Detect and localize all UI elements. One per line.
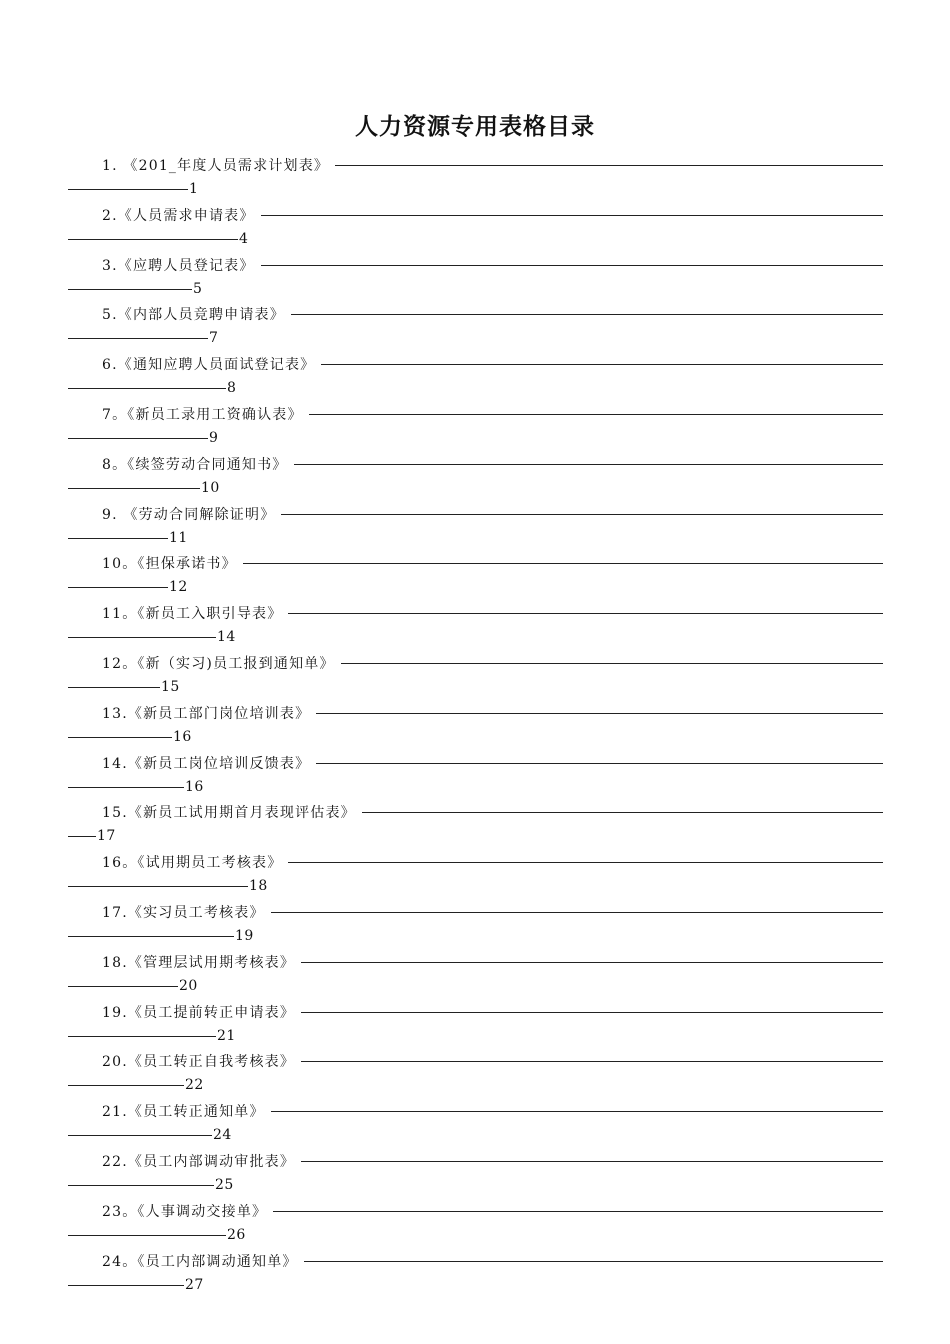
toc-entry[interactable] — [68, 997, 883, 1047]
toc-entry[interactable] — [68, 648, 883, 698]
dot-leader — [68, 1036, 216, 1037]
toc-entry-title: 3.《应聘人员登记表》 — [102, 257, 255, 274]
toc-entry[interactable] — [68, 399, 883, 449]
dot-leader — [68, 787, 184, 788]
toc-entry[interactable] — [68, 150, 883, 200]
dot-leader — [301, 1012, 883, 1013]
dot-leader — [301, 1061, 883, 1062]
toc-entry-title: 8。《续签劳动合同通知书》 — [102, 456, 288, 473]
toc-entry-page-number: 24 — [213, 1127, 232, 1144]
toc-entry-title: 6.《通知应聘人员面试登记表》 — [102, 357, 316, 374]
dot-leader — [271, 1111, 883, 1112]
toc-entry[interactable] — [68, 947, 883, 997]
toc-entry[interactable] — [68, 698, 883, 748]
dot-leader — [68, 239, 238, 240]
dot-leader — [68, 488, 200, 489]
toc-entry-page-number: 26 — [227, 1226, 246, 1243]
dot-leader — [68, 1285, 184, 1286]
dot-leader — [68, 886, 248, 887]
toc-entry-page-number: 20 — [179, 977, 198, 994]
dot-leader — [68, 687, 160, 688]
toc-entry-page-number: 17 — [97, 828, 116, 845]
toc-entry-title: 11。《新员工入职引导表》 — [102, 606, 283, 623]
toc-entry[interactable] — [68, 748, 883, 798]
toc-entry-page-number: 10 — [201, 479, 220, 496]
toc-entry[interactable] — [68, 847, 883, 897]
toc-entry-title: 18.《管理层试用期考核表》 — [102, 954, 296, 971]
toc-entry-page-number: 9 — [209, 429, 219, 446]
dot-leader — [273, 1211, 883, 1212]
toc-entry[interactable] — [68, 1146, 883, 1196]
dot-leader — [68, 1185, 214, 1186]
dot-leader — [281, 514, 883, 515]
toc-entry-page-number: 19 — [235, 927, 254, 944]
toc-entry-page-number: 15 — [161, 678, 180, 695]
dot-leader — [68, 836, 96, 837]
toc-entry[interactable] — [68, 548, 883, 598]
toc-entry-page-number: 1 — [189, 181, 199, 197]
toc-entry-page-number: 14 — [217, 629, 236, 646]
toc-entry-page-number: 5 — [193, 280, 203, 297]
toc-entry-page-number: 27 — [185, 1276, 204, 1293]
dot-leader — [288, 862, 883, 863]
toc-entry[interactable] — [68, 598, 883, 648]
toc-entry-title: 15.《新员工试用期首月表现评估表》 — [102, 805, 356, 822]
dot-leader — [68, 986, 178, 987]
dot-leader — [321, 364, 883, 365]
dot-leader — [68, 538, 168, 539]
toc-entry-title: 19.《员工提前转正申请表》 — [102, 1004, 296, 1021]
toc-entry-page-number: 22 — [185, 1077, 204, 1094]
toc-entry[interactable] — [68, 797, 883, 847]
dot-leader — [68, 1235, 226, 1236]
dot-leader — [243, 563, 883, 564]
dot-leader — [68, 438, 208, 439]
dot-leader — [68, 936, 234, 937]
dot-leader — [68, 1085, 184, 1086]
toc-entry-title: 14.《新员工岗位培训反馈表》 — [102, 755, 311, 772]
dot-leader — [68, 1135, 212, 1136]
toc-entry-title: 1. 《201_年度人员需求计划表》 — [102, 158, 330, 174]
dot-leader — [316, 763, 883, 764]
dot-leader — [362, 812, 883, 813]
toc-entry[interactable] — [68, 250, 883, 300]
dot-leader — [301, 962, 883, 963]
toc-entry-title: 12。《新（实习)员工报到通知单》 — [102, 655, 335, 672]
dot-leader — [68, 189, 188, 190]
toc-entry-title: 7。《新员工录用工资确认表》 — [102, 406, 303, 423]
toc-entry-title: 21.《员工转正通知单》 — [102, 1104, 265, 1121]
toc-entry-title: 22.《员工内部调动审批表》 — [102, 1153, 296, 1170]
toc-entry[interactable] — [68, 1196, 883, 1246]
dot-leader — [68, 637, 216, 638]
toc-entry-page-number: 11 — [169, 529, 188, 546]
toc-entry[interactable] — [68, 499, 883, 549]
toc-entry[interactable] — [68, 200, 883, 250]
dot-leader — [68, 338, 208, 339]
page-title: 人力资源专用表格目录 — [355, 114, 595, 140]
dot-leader — [291, 314, 883, 315]
toc-entry[interactable] — [68, 1096, 883, 1146]
toc-entry-page-number: 8 — [227, 380, 237, 397]
toc-entry-title: 9. 《劳动合同解除证明》 — [102, 506, 276, 523]
dot-leader — [68, 587, 168, 588]
toc-entry-title: 23。《人事调动交接单》 — [102, 1203, 268, 1220]
table-of-contents — [68, 150, 883, 1295]
toc-entry-title: 20.《员工转正自我考核表》 — [102, 1054, 296, 1071]
toc-entry[interactable] — [68, 449, 883, 499]
toc-entry-page-number: 4 — [239, 230, 249, 247]
toc-entry[interactable] — [68, 1246, 883, 1296]
toc-entry-title: 17.《实习员工考核表》 — [102, 904, 265, 921]
dot-leader — [309, 414, 883, 415]
dot-leader — [294, 464, 883, 465]
dot-leader — [68, 388, 226, 389]
dot-leader — [341, 663, 883, 664]
toc-entry[interactable] — [68, 349, 883, 399]
dot-leader — [304, 1261, 883, 1262]
dot-leader — [261, 215, 883, 216]
dot-leader — [261, 265, 883, 266]
dot-leader — [301, 1161, 883, 1162]
toc-entry-title: 5.《内部人员竞聘申请表》 — [102, 307, 285, 324]
dot-leader — [68, 737, 172, 738]
toc-entry-title: 24。《员工内部调动通知单》 — [102, 1253, 298, 1270]
toc-entry-page-number: 18 — [249, 878, 268, 895]
toc-entry-page-number: 12 — [169, 579, 188, 596]
toc-entry-page-number: 16 — [185, 778, 204, 795]
toc-entry-page-number: 21 — [217, 1027, 236, 1044]
toc-entry[interactable] — [68, 1046, 883, 1096]
dot-leader — [68, 289, 192, 290]
toc-entry-title: 2.《人员需求申请表》 — [102, 207, 255, 224]
toc-entry[interactable] — [68, 897, 883, 947]
toc-entry-title: 16。《试用期员工考核表》 — [102, 855, 283, 872]
toc-entry[interactable] — [68, 299, 883, 349]
toc-entry-page-number: 16 — [173, 728, 192, 745]
toc-entry-title: 10。《担保承诺书》 — [102, 556, 237, 573]
dot-leader — [271, 912, 883, 913]
toc-entry-title: 13.《新员工部门岗位培训表》 — [102, 705, 311, 722]
dot-leader — [335, 165, 883, 166]
dot-leader — [288, 613, 883, 614]
dot-leader — [316, 713, 883, 714]
toc-entry-page-number: 7 — [209, 330, 219, 347]
toc-entry-page-number: 25 — [215, 1176, 234, 1193]
